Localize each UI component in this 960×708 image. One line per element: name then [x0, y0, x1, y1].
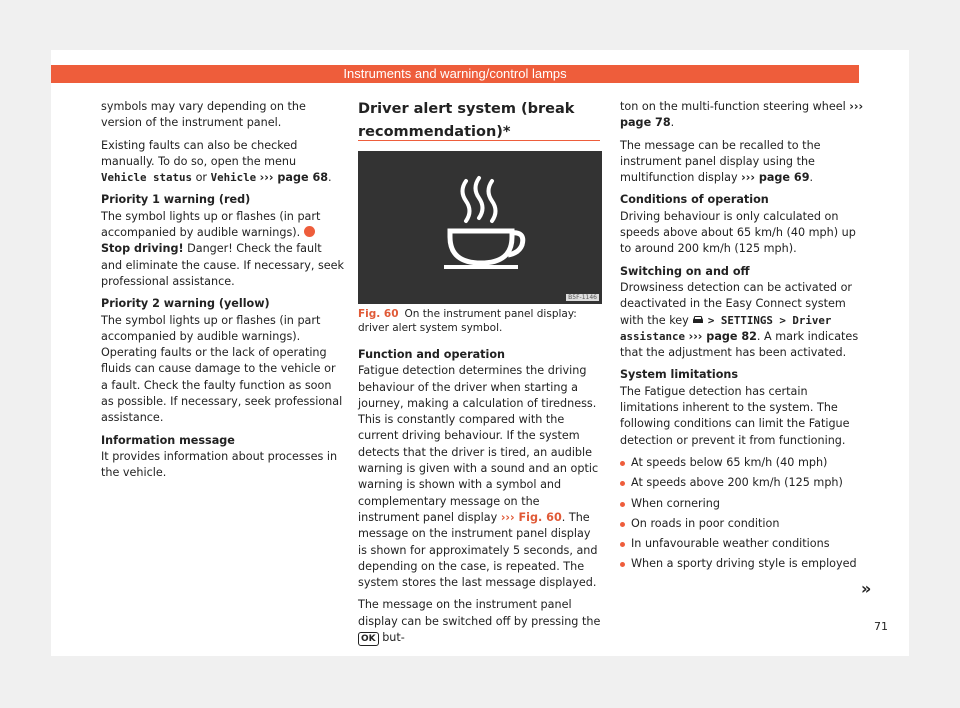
heading-switching: Switching on and off — [620, 264, 750, 278]
text: Drowsiness detection can be activated or deactivated in the Easy Connect system with the key — [620, 280, 853, 327]
menu-path: > SETTINGS > Driver assistance — [620, 313, 832, 343]
page-link[interactable]: ››› page 68 — [259, 171, 329, 185]
list-item: In unfavourable weather conditions — [620, 536, 864, 552]
caption-text: On the instrument panel display: driver alert system symbol. — [358, 308, 577, 334]
menu-name: Vehicle status — [101, 171, 193, 185]
text: . The message on the instrument panel display is shown for approximately 5 seconds, and depending on the case, is repeated. The system stores the last message displayed. — [358, 510, 598, 590]
car-icon — [692, 314, 708, 327]
list-item: On roads in poor condition — [620, 516, 864, 532]
heading-limitations: System limitations — [620, 368, 739, 382]
paragraph: The symbol lights up or flashes (in part accompanied by audible warnings). Operating faults or the lack of operating fluids can cause damage to the vehicle or a fault. Check the faulty function as soon as possible. If necessary, seek professional assistance. — [101, 313, 343, 425]
text: Fatigue detection determines the driving behaviour of the driver when starting a journey, making a calculation of tiredness. This is constantly compared with the current driving behaviour. If the system detects that the driver is tired, an audible warning is given with a sound and an optic warning is shown with a symbol and complementary message on the instrument panel display — [358, 364, 599, 524]
text: The message can be recalled to the instrument panel display using the multifunction display — [620, 138, 821, 185]
figure-link[interactable]: ››› Fig. 60 — [500, 510, 562, 524]
stop-driving-label: Stop driving! — [101, 242, 184, 256]
figure-label: Fig. 60 — [358, 308, 399, 320]
page-number: 71 — [874, 620, 888, 633]
column-3 — [620, 99, 864, 577]
text: The symbol lights up or flashes (in part accompanied by audible warnings). — [101, 209, 321, 240]
title-divider — [358, 140, 600, 141]
menu-name: Vehicle — [210, 171, 257, 185]
paragraph: The message can be recalled to the instrument panel display using the multifunction display ››› page 69. — [620, 138, 821, 185]
paragraph: Driving behaviour is only calculated on speeds above about 65 km/h (40 mph) up to around 200 km/h (125 mph). — [620, 209, 856, 256]
heading-red-warning: Priority 1 warning (red) — [101, 193, 251, 207]
heading-yellow-warning: Priority 2 warning (yellow) — [101, 297, 270, 311]
list-item: When cornering — [620, 496, 864, 512]
page-header: Instruments and warning/control lamps — [51, 65, 859, 83]
list-item: At speeds below 65 km/h (40 mph) — [620, 455, 864, 471]
paragraph: Existing faults can also be checked manually. To do so, open the menu Vehicle status or Vehicle ››› page 68. — [101, 138, 332, 185]
paragraph: The Fatigue detection has certain limitations inherent to the system. The following conditions can limit the Fatigue detection or prevent it from functioning. — [620, 384, 850, 447]
paragraph: ton on the multi-function steering wheel ››› page 78. — [620, 100, 864, 130]
heading-conditions: Conditions of operation — [620, 193, 769, 207]
heading-function: Function and operation — [358, 348, 505, 361]
paragraph — [358, 597, 602, 646]
list-item: When a sporty driving style is employed — [620, 556, 864, 572]
limitations-list — [620, 455, 864, 573]
list-item: At speeds above 200 km/h (125 mph) — [620, 475, 864, 491]
heading-info-message: Information message — [101, 433, 235, 447]
section-title: Driver alert system (break recommendation)* — [358, 101, 575, 140]
text: . A mark indicates that the adjustment has been activated. — [620, 329, 859, 360]
figure-driver-alert — [358, 151, 602, 304]
figure-caption — [358, 307, 602, 335]
ok-key-icon: OK — [358, 632, 379, 646]
text: or — [195, 171, 208, 185]
figure-code: B5F-1146 — [568, 294, 597, 301]
paragraph — [358, 363, 602, 591]
text: Existing faults can also be checked manually. To do so, open the menu — [101, 138, 298, 168]
continue-marker: » — [861, 579, 872, 598]
paragraph: It provides information about processes in the vehicle. — [101, 449, 338, 480]
page-link[interactable]: ››› page 82 — [688, 329, 757, 343]
column-2 — [358, 347, 602, 652]
paragraph — [620, 280, 864, 361]
stop-warning-icon — [304, 226, 315, 237]
text: The message on the instrument panel display can be switched off by pressing the — [358, 598, 601, 628]
column-1 — [101, 99, 345, 488]
paragraph — [101, 209, 345, 290]
coffee-cup-icon — [358, 151, 602, 304]
page-link[interactable]: ››› page 69 — [741, 171, 810, 185]
paragraph: symbols may vary depending on the version of the instrument panel. — [101, 100, 306, 130]
text: ton on the multi-function steering wheel — [620, 100, 846, 113]
text: but- — [382, 631, 405, 645]
page-link[interactable]: ››› page 78 — [620, 100, 864, 130]
text: Danger! Check the fault and eliminate the cause. If necessary, seek professional assistance. — [101, 242, 345, 288]
